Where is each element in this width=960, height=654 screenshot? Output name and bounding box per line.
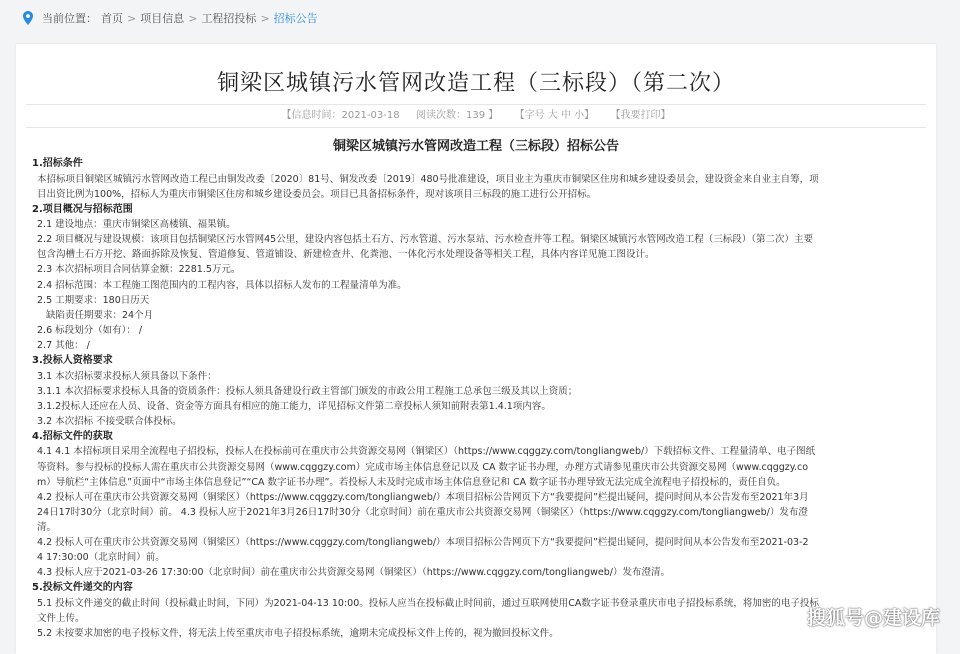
paragraph-line: 2.3 本次招标项目合同估算金额：2281.5万元。	[37, 264, 241, 276]
paragraph-line: 5.1 投标文件递交的截止时间（投标截止时间，下同）为2021-04-13 10:00。投标人应当在投标截止时间前，通过互联网使用CA数字证书登录重庆市电子招投标系统，将加密的电子投标	[37, 597, 819, 609]
announcement-subtitle: 铜梁区城镇污水管网改造工程（三标段）招标公告	[332, 139, 619, 154]
paragraph-line: 4 17:30:00（北京时间）前。	[37, 552, 165, 564]
paragraph-line: 文件上传。	[37, 612, 85, 624]
paragraph-line: 目出资比例为100%，招标人为重庆市铜梁区住房和城乡建设委员会。项目已具备招标条件，现对该项目三标段的施工进行公开招标。	[37, 188, 597, 200]
paragraph-line: 清。	[37, 521, 57, 533]
breadcrumb-label: 当前位置：	[42, 12, 97, 25]
paragraph-line: 2.2 项目概况与建设规模：该项目包括铜梁区污水管网45公里，建设内容包括土石方、污水管道、污水泵站、污水检查井等工程。铜梁区城镇污水管网改造工程（三标段）（第二次）主要	[37, 234, 813, 246]
paragraph-line: 2.6 标段划分（如有）： /	[37, 324, 143, 336]
info-date: 【信息时间：2021-03-18	[281, 110, 400, 121]
breadcrumb-engineering-bidding[interactable]: 工程招投标	[201, 12, 257, 25]
font-size-control[interactable]: 【字号 大 中 小】	[514, 110, 595, 121]
info-views: 阅读次数：139 】	[415, 110, 499, 121]
paragraph-line: m）导航栏“主体信息”页面中“市场主体信息登记”“CA 数字证书办理”。若投标人未及时完成市场主体信息登记和 CA 数字证书办理导致无法完成全流程电子招投标的，责任自负。	[37, 476, 786, 488]
paragraph-line: 包含沟槽土石方开挖、路面拆除及恢复、管道修复、管道铺设、新建检查井、化粪池、一体化污水处理设备等相关工程，具体内容详见施工图设计。	[37, 249, 655, 261]
section-heading: 4.招标文件的获取	[32, 430, 113, 442]
breadcrumb-project-info[interactable]: 项目信息	[140, 12, 185, 25]
print-button[interactable]: 【我要打印】	[610, 110, 671, 121]
paragraph-line: 4.3 投标人应于2021-03-26 17:30:00（北京时间）前在重庆市公共资源交易网（铜梁区）（https://www.cqggzy.com/tongliangweb/）发布澄清。	[37, 567, 670, 579]
paragraph-line: 2.4 招标范围：本工程施工图范围内的工程内容，具体以招标人发布的工程量清单为准。	[37, 279, 407, 291]
paragraph-line: 3.1 本次招标要求投标人须具备以下条件：	[37, 370, 217, 382]
paragraph-line: 3.1.2投标人还应在人员、设备、资金等方面具有相应的施工能力，详见招标文件第二章投标人须知前附表第1.4.1项内容。	[37, 400, 551, 412]
breadcrumb-separator: >	[260, 11, 270, 25]
location-pin-icon	[22, 11, 34, 25]
paragraph-line: 缺陷责任期要求：24个月	[46, 309, 154, 321]
breadcrumb-separator: >	[188, 11, 198, 25]
paragraph-line: 2.5 工期要求：180日历天	[37, 294, 150, 306]
breadcrumb-current[interactable]: 招标公告	[273, 12, 318, 25]
section-heading: 3.投标人资格要求	[32, 355, 113, 367]
section-heading: 2.项目概况与招标范围	[32, 203, 133, 215]
paragraph-line: 2.1 建设地点：重庆市铜梁区高楼镇、福果镇。	[37, 219, 236, 231]
paragraph-line: 5.2 未按要求加密的电子投标文件，将无法上传至重庆市电子招投标系统，逾期未完成投标文件上传的，视为撤回投标文件。	[37, 627, 559, 639]
paragraph-line: 3.1.1 本次招标要求投标人具备的资质条件：投标人须具备建设行政主管部门颁发的市政公用工程施工总承包三级及其以上资质；	[37, 385, 578, 397]
paragraph-line: 4.2 投标人可在重庆市公共资源交易网（铜梁区）（https://www.cqggzy.com/tongliangweb/）本项目招标公告网页下方“我要提问”栏提出疑问，提问时间从本公告发布至2021-03-2	[37, 536, 809, 548]
paragraph-line: 等资料。参与投标的投标人需在重庆市公共资源交易网（www.cqggzy.com）完成市场主体信息登记以及 CA 数字证书办理，办理方式请参见重庆市公共资源交易网（www.cqggzy.co	[37, 461, 809, 473]
paragraph-line: 2.7 其他： /	[37, 339, 90, 351]
paragraph-line: 3.2 本次招标 不接受联合体投标。	[37, 415, 182, 427]
info-bar	[26, 104, 926, 128]
section-heading: 1.招标条件	[32, 158, 83, 169]
breadcrumb-separator: >	[127, 11, 137, 25]
breadcrumb-home[interactable]: 首页	[101, 12, 123, 25]
paragraph-line: 24日17时30分（北京时间）前。 4.3 投标人应于2021年3月26日17时30分（北京时间）前在重庆市公共资源交易网（铜梁区）（https://www.cqggzy.com/tongliangweb/）发布澄	[37, 506, 808, 518]
watermark: 搜狐号@建设库	[806, 607, 940, 629]
paragraph-line: 4.2 投标人可在重庆市公共资源交易网（铜梁区）（https://www.cqggzy.com/tongliangweb/）本项目招标公告网页下方“我要提问”栏提出疑问，提问时间从本公告发布至2021年3月	[37, 491, 809, 503]
paragraph-line: 本招标项目铜梁区城镇污水管网改造工程已由铜发改委〔2020〕81号、铜发改委〔2019〕480号批准建设，项目业主为重庆市铜梁区住房和城乡建设委员会，建设资金来自业主自筹，项	[37, 173, 819, 185]
announcement-card	[16, 44, 936, 654]
announcement-body	[32, 156, 918, 641]
page-title: 铜梁区城镇污水管网改造工程（三标段）（第二次）	[216, 71, 735, 96]
section-heading: 5.投标文件递交的内容	[32, 582, 133, 594]
paragraph-line: 4.1 4.1 本招标项目采用全流程电子招投标，投标人在投标前可在重庆市公共资源交易网（铜梁区）（https://www.cqggzy.com/tongliangweb/）下载招标文件、工程量清单、电子图纸	[37, 446, 816, 458]
breadcrumb	[22, 8, 318, 28]
